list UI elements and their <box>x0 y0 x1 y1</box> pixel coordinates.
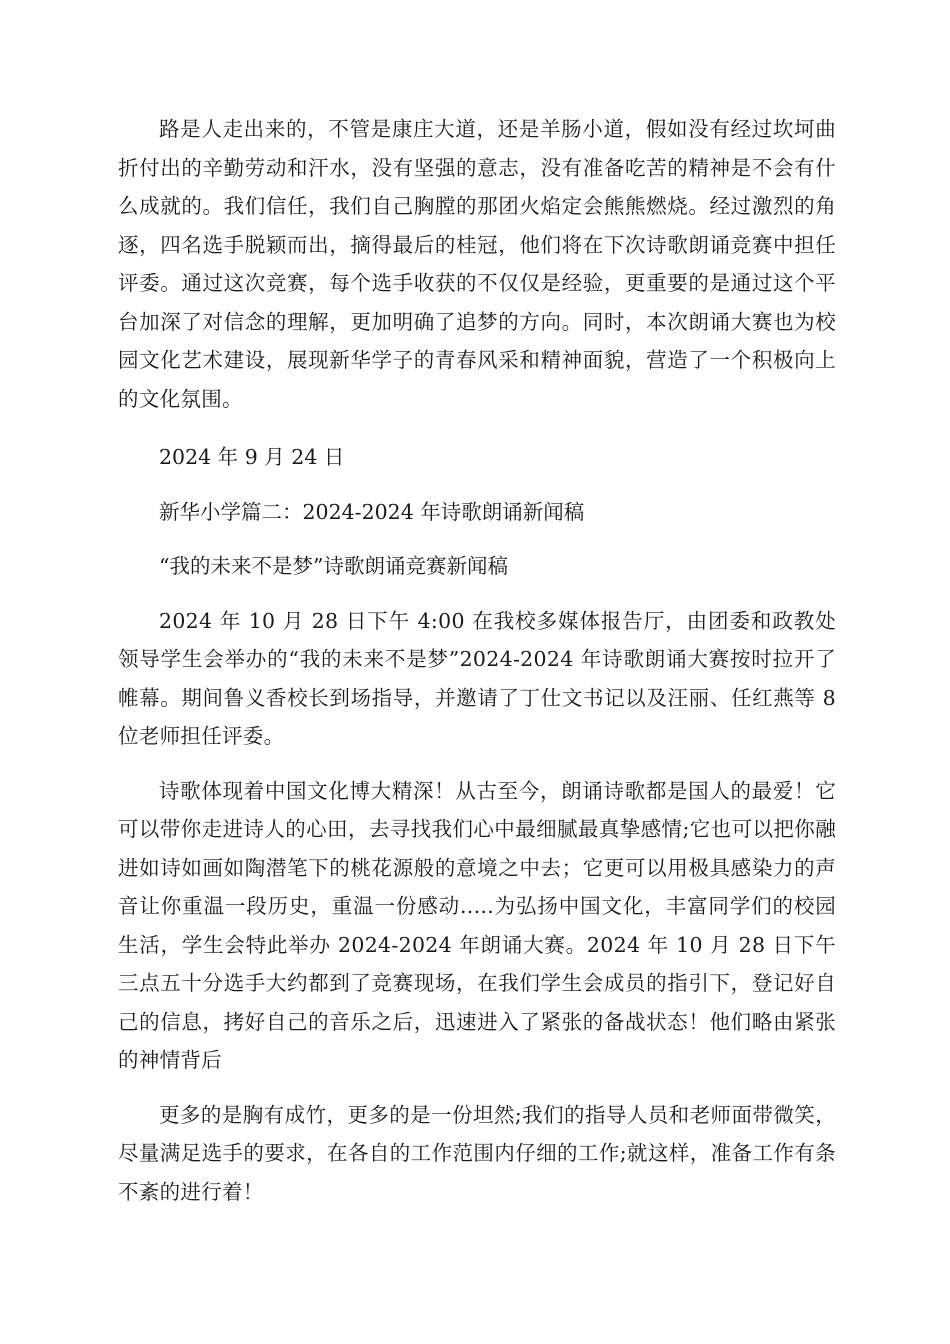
paragraph-event-opening: 2024 年 10 月 28 日下午 4:00 在我校多媒体报告厅，由团委和政教处领导学生会举办的“我的未来不是梦”2024-2024 年诗歌朗诵大赛按时拉开了帷幕。期间鲁义香校长到场指导，并邀请了丁仕文书记以及汪丽、任红燕等 8 位老师担任评委。 <box>118 608 836 748</box>
paragraph-preparation: 更多的是胸有成竹，更多的是一份坦然;我们的指导人员和老师面带微笑，尽量满足选手的要求，在各自的工作范围内仔细的工作;就这样，准备工作有条不紊的进行着！ <box>118 1102 836 1204</box>
section-heading: 新华小学篇二：2024-2024 年诗歌朗诵新闻稿 <box>159 499 585 524</box>
article-title: “我的未来不是梦”诗歌朗诵竞赛新闻稿 <box>159 554 508 578</box>
paragraph-poetry-intro: 诗歌体现着中国文化博大精深！从古至今，朗诵诗歌都是国人的最爱！它可以带你走进诗人的心田，去寻找我们心中最细腻最真挚感情;它也可以把你融进如诗如画如陶潜笔下的桃花源般的意境之中去；它更可以用极具感染力的声音让你重温一段历史，重温一份感动.....为弘扬中国文化，丰富同学们的校园生活，学生会特此举办 2024-2024 年朗诵大赛。2024 年 10 月 28 日下午三点五十分选手大约都到了竞赛现场，在我们学生会成员的指引下，登记好自己的信息，拷好自己的音乐之后，迅速进入了紧张的备战状态！他们略由紧张的神情背后 <box>118 778 836 1072</box>
date-line: 2024 年 9 月 24 日 <box>159 445 345 469</box>
paragraph-conclusion: 路是人走出来的，不管是康庄大道，还是羊肠小道，假如没有经过坎坷曲折付出的辛勤劳动和汗水，没有坚强的意志，没有准备吃苦的精神是不会有什么成就的。我们信任，我们自己胸膛的那团火焰定会熊熊燃烧。经过激烈的角逐，四名选手脱颖而出，摘得最后的桂冠，他们将在下次诗歌朗诵竞赛中担任评委。通过这次竞赛，每个选手收获的不仅仅是经验，更重要的是通过这个平台加深了对信念的理解，更加明确了追梦的方向。同时，本次朗诵大赛也为校园文化艺术建设，展现新华学子的青春风采和精神面貌，营造了一个积极向上的文化氛围。 <box>118 117 836 411</box>
document-page <box>118 110 836 1211</box>
